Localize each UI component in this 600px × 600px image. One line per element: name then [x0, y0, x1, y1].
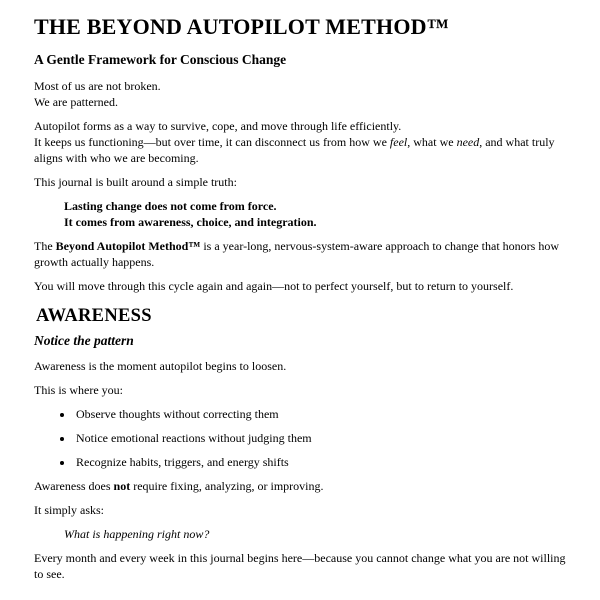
paragraph — [34, 502, 570, 518]
paragraph — [34, 550, 570, 582]
sub-heading — [34, 333, 570, 349]
bullet-item — [74, 430, 570, 446]
paragraph — [34, 382, 570, 398]
blockquote — [64, 198, 570, 230]
text-run: require fixing, analyzing, or improving. — [130, 479, 324, 494]
section-heading — [36, 306, 570, 327]
text-run: It simply asks: — [34, 503, 105, 518]
text-run: , and what truly aligns with who we are becoming. — [34, 135, 555, 166]
blockquote — [64, 526, 570, 542]
text-run: THE BEYOND AUTOPILOT METHOD™ — [34, 14, 449, 39]
text-run: This is where you: — [34, 383, 123, 398]
text-run: Lasting change does not come from force. — [64, 199, 277, 214]
paragraph — [34, 478, 570, 494]
bullet-list — [34, 406, 570, 470]
text-run: Awareness does — [34, 479, 114, 494]
text-run: not — [113, 479, 131, 494]
text-run: Observe thoughts without correcting them — [76, 407, 279, 422]
text-run: Beyond Autopilot Method™ — [55, 239, 201, 254]
text-run: Notice the pattern — [34, 333, 134, 349]
text-run: A Gentle Framework for Conscious Change — [34, 52, 287, 68]
document-title — [34, 14, 570, 39]
paragraph — [34, 174, 570, 190]
text-run: Recognize habits, triggers, and energy shifts — [76, 455, 289, 470]
text-run: Autopilot forms as a way to survive, cope, and move through life efficiently. — [34, 119, 402, 134]
text-run: The — [34, 239, 56, 254]
paragraph — [34, 78, 570, 110]
text-run: feel — [389, 135, 408, 150]
text-run: Every month and every week in this journal begins here—because you cannot change what you are not willing to see. — [34, 551, 566, 582]
text-run: need — [456, 135, 480, 150]
bullet-item — [74, 454, 570, 470]
bullet-item — [74, 406, 570, 422]
text-run: AWARENESS — [36, 306, 152, 327]
paragraph — [34, 358, 570, 374]
text-run: It comes from awareness, choice, and integration. — [64, 215, 317, 230]
text-run: Notice emotional reactions without judging them — [76, 431, 312, 446]
text-run: Awareness is the moment autopilot begins to loosen. — [34, 359, 287, 374]
text-run: We are patterned. — [34, 95, 118, 110]
text-run: It keeps us functioning—but over time, it can disconnect us from how we — [34, 135, 390, 150]
text-run: is a year-long, nervous-system-aware approach to change that honors how growth actually happens. — [34, 239, 559, 270]
paragraph — [34, 278, 570, 294]
text-run: What is happening right now? — [64, 527, 210, 542]
text-run: You will move through this cycle again and again—not to perfect yourself, but to return to yourself. — [34, 279, 514, 294]
text-run: This journal is built around a simple truth: — [34, 175, 237, 190]
paragraph — [34, 118, 570, 166]
text-run: , what we — [407, 135, 457, 150]
text-run: Most of us are not broken. — [34, 79, 161, 94]
document-subtitle — [34, 52, 570, 68]
paragraph — [34, 238, 570, 270]
